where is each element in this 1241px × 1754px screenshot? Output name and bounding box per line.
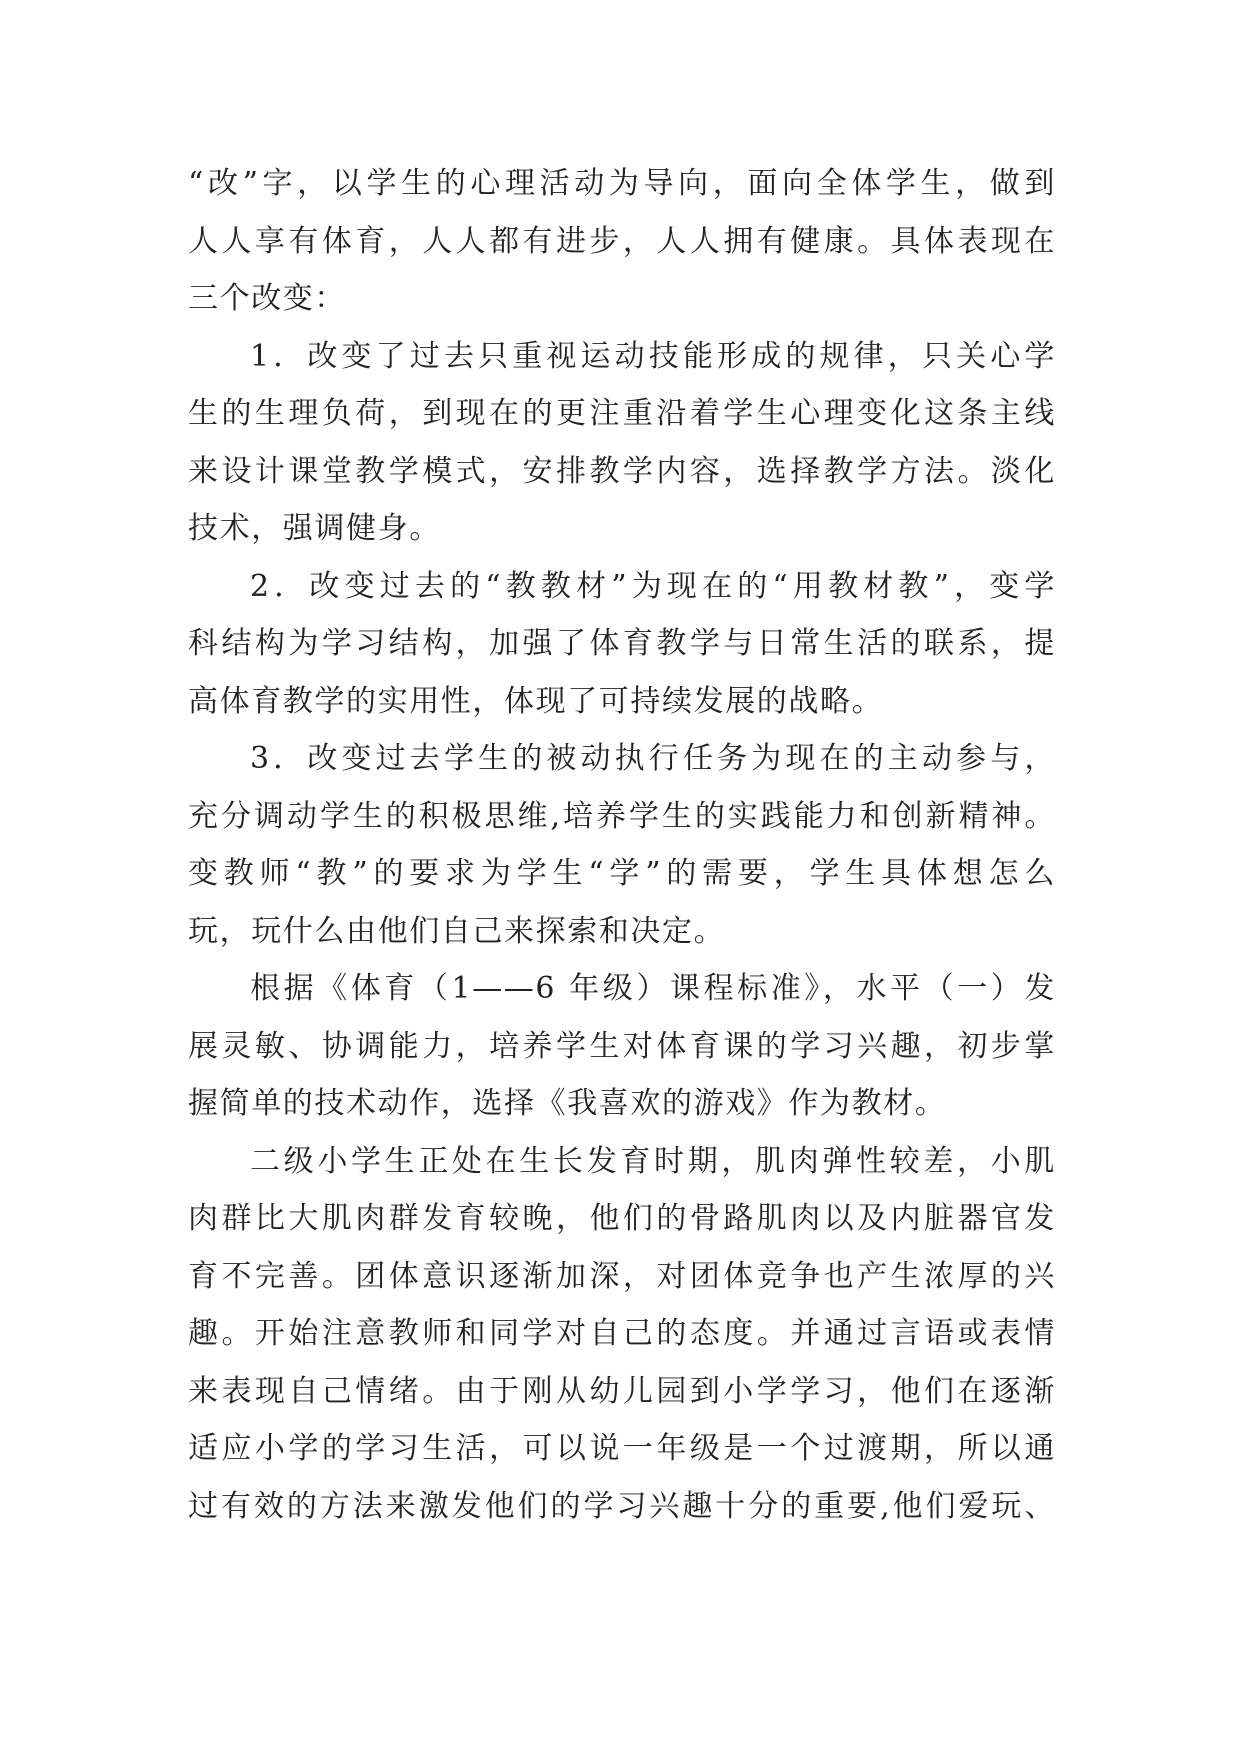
text-line: 育不完善。团体意识逐渐加深，对团体竞争也产生浓厚的兴 bbox=[188, 1258, 1056, 1294]
paragraph-item-1 bbox=[188, 328, 1056, 558]
text-line: 生的生理负荷，到现在的更注重沿着学生心理变化这条主线 bbox=[188, 396, 1056, 431]
text-line: 握简单的技术动作，选择《我喜欢的游戏》作为教材。 bbox=[188, 1086, 947, 1121]
text-line: 适应小学的学习生活，可以说一年级是一个过渡期，所以通 bbox=[188, 1431, 1056, 1466]
text-line: 高体育教学的实用性，体现了可持续发展的战略。 bbox=[188, 683, 884, 719]
paragraph-curriculum bbox=[188, 960, 1056, 1133]
text-line: 肉群比大肌肉群发育较晚，他们的骨路肌肉以及内脏器官发 bbox=[188, 1201, 1056, 1236]
paragraph-continuation bbox=[188, 155, 1056, 328]
text-line: 趣。开始注意教师和同学对自己的态度。并通过言语或表情 bbox=[188, 1316, 1056, 1351]
text-line: 来表现自己情绪。由于刚从幼儿园到小学学习，他们在逐渐 bbox=[188, 1373, 1056, 1409]
text-line: 展灵敏、协调能力，培养学生对体育课的学习兴趣，初步掌 bbox=[188, 1028, 1056, 1064]
text-line: 1．改变了过去只重视运动技能形成的规律，只关心学 bbox=[250, 338, 1056, 374]
paragraph-students bbox=[188, 1133, 1056, 1536]
paragraph-item-3 bbox=[188, 730, 1056, 960]
text-line: 科结构为学习结构，加强了体育教学与日常生活的联系，提 bbox=[188, 626, 1056, 661]
text-line: 充分调动学生的积极思维,培养学生的实践能力和创新精神。 bbox=[188, 798, 1056, 834]
text-line: 根据《体育（1——6 年级）课程标准》，水平（一）发 bbox=[250, 971, 1056, 1006]
text-line: 三个改变： bbox=[188, 281, 346, 316]
text-line: 玩，玩什么由他们自己来探索和决定。 bbox=[188, 913, 726, 949]
text-line: 2．改变过去的“教教材”为现在的“用教材教”，变学 bbox=[250, 568, 1056, 604]
paragraph-item-2 bbox=[188, 558, 1056, 731]
text-line: 人人享有体育，人人都有进步，人人拥有健康。具体表现在 bbox=[188, 223, 1056, 259]
text-line: 来设计课堂教学模式，安排教学内容，选择教学方法。淡化 bbox=[188, 453, 1056, 489]
text-line: 二级小学生正处在生长发育时期，肌肉弹性较差，小肌 bbox=[250, 1143, 1056, 1179]
document-body bbox=[188, 155, 1056, 1535]
text-line: 3．改变过去学生的被动执行任务为现在的主动参与， bbox=[250, 741, 1056, 776]
text-line: 变教师“教”的要求为学生“学”的需要，学生具体想怎么 bbox=[188, 856, 1056, 891]
text-line: 过有效的方法来激发他们的学习兴趣十分的重要,他们爱玩、 bbox=[188, 1488, 1056, 1524]
text-line: “改”字，以学生的心理活动为导向，面向全体学生，做到 bbox=[188, 166, 1056, 201]
text-line: 技术，强调健身。 bbox=[188, 511, 441, 546]
